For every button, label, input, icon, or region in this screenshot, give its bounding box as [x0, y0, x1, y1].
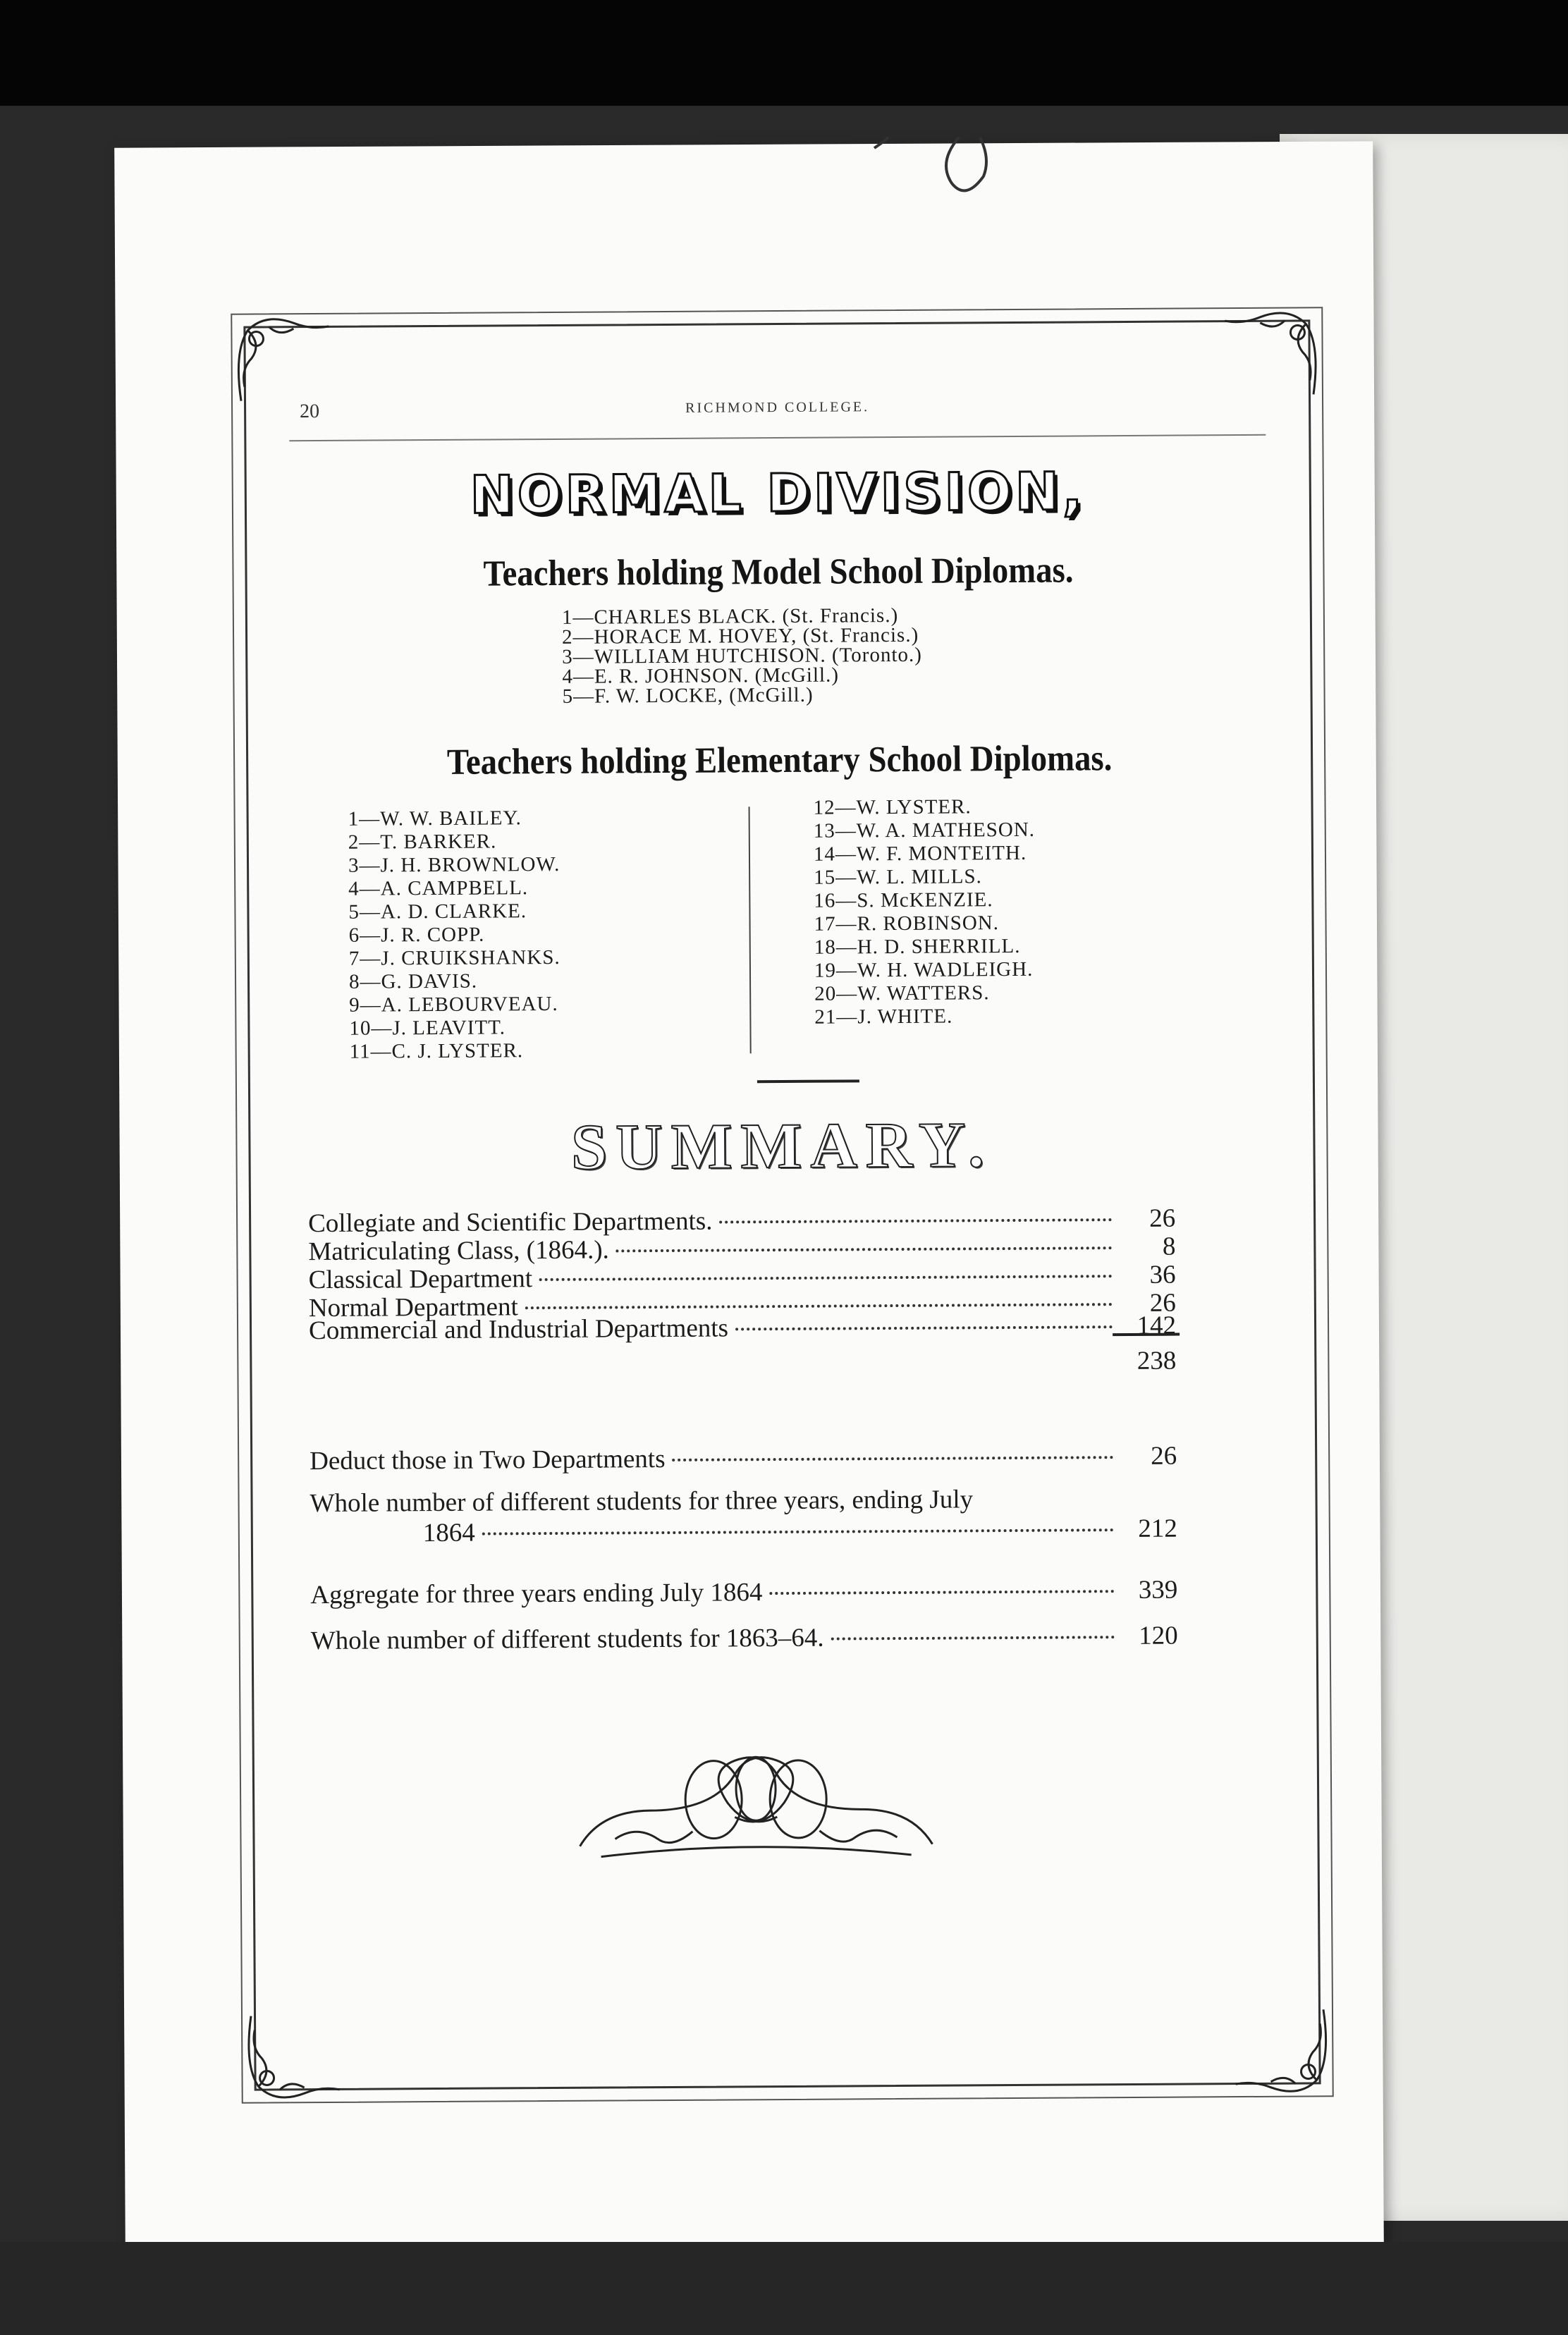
summary-value: 26	[1149, 1288, 1176, 1318]
list-item: 11—C. J. LYSTER.	[349, 1039, 524, 1063]
scan-background-top	[0, 0, 1568, 106]
list-item: 12—W. LYSTER.	[813, 795, 972, 819]
dot-leader	[719, 1218, 1112, 1223]
summary-label: Whole number of different students for three years, ending July	[310, 1485, 974, 1519]
dot-leader	[673, 1456, 1114, 1461]
list-item: 19—W. H. WADLEIGH.	[814, 957, 1034, 982]
list-item: 1—W. W. BAILEY.	[348, 807, 522, 831]
summary-label: Commercial and Industrial Departments	[308, 1313, 729, 1346]
summary-row	[310, 1483, 1177, 1550]
summary-label: Collegiate and Scientific Departments.	[308, 1206, 713, 1239]
list-item: 16—S. McKENZIE.	[814, 888, 993, 912]
dot-leader	[831, 1636, 1115, 1640]
list-item: 4—A. CAMPBELL.	[348, 876, 529, 900]
list-item: 4—E. R. JOHNSON. (McGill.)	[562, 663, 840, 688]
summary-label: Normal Department	[308, 1292, 518, 1323]
scan-background-bottom	[0, 2242, 1568, 2335]
list-item: 14—W. F. MONTEITH.	[813, 841, 1027, 866]
list-item: 13—W. A. MATHESON.	[813, 818, 1036, 842]
summary-label: 1864	[422, 1518, 475, 1548]
summary-value: 36	[1149, 1260, 1176, 1289]
page-content	[232, 308, 1332, 2102]
list-item: 1—CHARLES BLACK. (St. Francis.)	[561, 603, 899, 629]
dot-leader	[769, 1590, 1114, 1595]
summary-row-continuation	[310, 1514, 1177, 1550]
summary-value: 142	[1137, 1311, 1177, 1340]
list-item: 6—J. R. COPP.	[348, 923, 485, 947]
list-item: 5—A. D. CLARKE.	[348, 900, 527, 924]
summary-title: SUMMARY.	[570, 1108, 993, 1183]
summary-value: 8	[1162, 1232, 1176, 1261]
dot-leader	[735, 1325, 1113, 1330]
dot-leader	[525, 1303, 1113, 1309]
pencil-mark	[860, 134, 1001, 212]
summary-label: Classical Department	[308, 1264, 533, 1295]
list-item: 2—HORACE M. HOVEY, (St. Francis.)	[561, 623, 919, 649]
total-rule	[1113, 1333, 1180, 1337]
summary-value: 120	[1139, 1621, 1178, 1650]
summary-row	[309, 1311, 1176, 1347]
running-head: RICHMOND COLLEGE.	[685, 399, 870, 416]
page-border	[231, 307, 1333, 2103]
dot-leader	[539, 1275, 1113, 1281]
summary-total: 238	[1137, 1346, 1177, 1375]
elementary-school-heading: Teachers holding Elementary School Diplomas.	[446, 738, 1113, 783]
list-item: 18—H. D. SHERRILL.	[814, 934, 1021, 959]
list-item: 8—G. DAVIS.	[348, 969, 478, 993]
summary-value: 26	[1151, 1441, 1177, 1471]
list-item: 21—J. WHITE.	[814, 1005, 953, 1029]
list-item: 2—T. BARKER.	[348, 830, 497, 854]
summary-label: Whole number of different students for 1863–64.	[310, 1623, 824, 1656]
list-item: 10—J. LEAVITT.	[349, 1016, 506, 1040]
summary-value: 26	[1149, 1203, 1176, 1233]
division-title: NORMAL DIVISION,	[470, 461, 1086, 526]
list-item: 3—WILLIAM HUTCHISON. (Toronto.)	[562, 643, 922, 668]
summary-row	[311, 1621, 1178, 1657]
list-item: 17—R. ROBINSON.	[814, 912, 1000, 936]
summary-label: Aggregate for three years ending July 1864	[310, 1578, 763, 1610]
dot-leader	[482, 1528, 1114, 1535]
summary-value: 212	[1138, 1514, 1177, 1543]
list-item: 3—J. H. BROWNLOW.	[348, 852, 561, 877]
list-item: 20—W. WATTERS.	[814, 981, 990, 1005]
dot-leader	[616, 1246, 1113, 1252]
flourish-ornament-icon	[572, 1732, 940, 1868]
summary-row	[310, 1575, 1177, 1611]
list-item: 5—F. W. LOCKE, (McGill.)	[562, 683, 814, 708]
list-item: 15—W. L. MILLS.	[814, 865, 982, 889]
summary-label: Matriculating Class, (1864.).	[308, 1235, 609, 1267]
summary-label: Deduct those in Two Departments	[310, 1445, 666, 1476]
list-item: 7—J. CRUIKSHANKS.	[348, 945, 561, 970]
model-school-heading: Teachers holding Model School Diplomas.	[483, 550, 1074, 594]
page-number: 20	[300, 400, 320, 423]
summary-row	[310, 1441, 1177, 1477]
summary-value: 339	[1138, 1575, 1178, 1605]
list-item: 9—A. LEBOURVEAU.	[349, 992, 558, 1017]
